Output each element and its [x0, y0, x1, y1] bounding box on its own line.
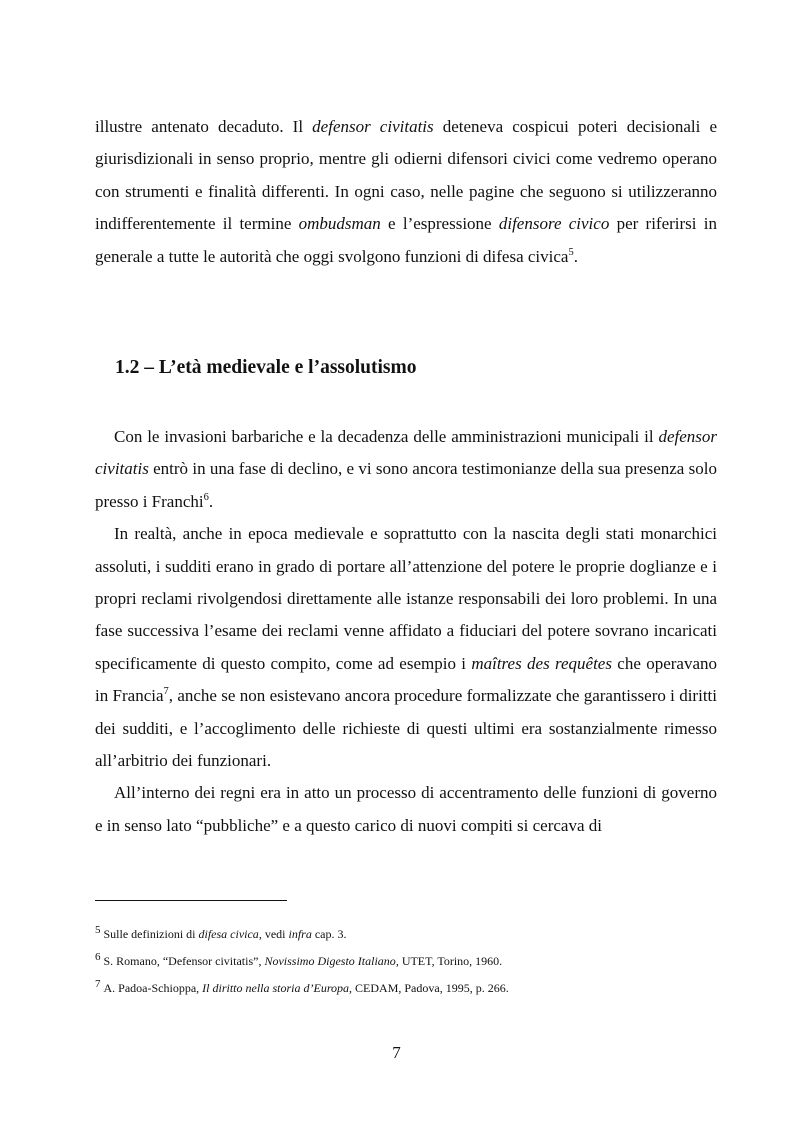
- text-run: Con le invasioni barbariche e la decadenza delle amministrazioni municipali il: [114, 427, 659, 446]
- footnote-number: 6: [95, 951, 101, 963]
- text-run: che operavano in Francia: [95, 653, 718, 706]
- italic-text: defensor civitatis: [312, 117, 434, 136]
- text-run: A. Padoa-Schioppa,: [103, 981, 203, 995]
- footnote-ref: 5: [568, 246, 574, 258]
- text-run: , UTET, Torino, 1960.: [395, 954, 503, 968]
- paragraph: [95, 777, 717, 842]
- italic-text: defensor civitatis: [95, 427, 717, 479]
- italic-text: difesa civica: [198, 927, 259, 941]
- text-run: In realtà, anche in epoca medievale e soprattutto con la nascita degli stati monarchici assoluti, i sudditi erano in grado di portare all’attenzione del potere le proprie doglianze e i propri reclami rivolgendosi direttamente alle istanze responsabili dei loro problemi. In una fase successiva l’esame dei reclami venne affidato a fiduciari del potere sovrano incaricati specificamente di questo compito, come ad esempio i: [95, 524, 717, 673]
- italic-text: maîtres des requêtes: [471, 653, 612, 673]
- page-number: 7: [392, 1043, 401, 1062]
- section-heading: 1.2 – L’età medievale e l’assolutismo: [115, 357, 417, 378]
- text-run: , anche se non esistevano ancora procedure formalizzate che garantissero i diritti dei sudditi, e l’accoglimento delle richieste di questi ultimi era sostanzialmente rimesso all’arbitrio dei funzionari.: [95, 686, 717, 771]
- text-run: CEDAM, Padova, 1995, p. 266.: [352, 981, 509, 995]
- text-run: Sulle definizioni di: [103, 927, 199, 941]
- text-run: e l’espressione: [380, 214, 499, 234]
- italic-text: Novissimo Digesto Italiano: [264, 954, 396, 968]
- text-run: entrò in una fase di declino, e vi sono ancora testimonianze della sua presenza solo presso i Franchi: [95, 459, 717, 511]
- footnote-text: [104, 954, 503, 968]
- footnote: [95, 975, 717, 1002]
- text-run: , vedi: [258, 927, 289, 941]
- section-body: [95, 421, 717, 842]
- text-run: .: [208, 491, 214, 511]
- footnote-number: 5: [95, 924, 101, 936]
- footnote-ref: 7: [163, 686, 169, 698]
- text-run: .: [573, 246, 578, 266]
- paragraph: [95, 421, 717, 518]
- text-run: S. Romano, “Defensor civitatis”,: [103, 954, 265, 968]
- text-run: per riferirsi in generale a tutte le autorità che oggi svolgono funzioni di difesa civica: [95, 214, 717, 266]
- footnote: [95, 948, 717, 975]
- italic-text: difensore civico: [498, 214, 610, 234]
- text-run: All’interno dei regni era in atto un processo di accentramento delle funzioni di governo e in senso lato “pubbliche” e a questo carico di nuovi compiti si cercava di: [95, 783, 717, 835]
- text-run: cap. 3.: [311, 927, 347, 941]
- section-intro: [95, 111, 717, 273]
- italic-text: Il diritto nella storia d’Europa,: [202, 981, 353, 995]
- footnote: [95, 921, 717, 948]
- text-run: deteneva cospicui poteri decisionali e giurisdizionali in senso proprio, mentre gli odierni difensori civici come vedremo operano con strumenti e finalità differenti. In ogni caso, nelle pagine che seguono si utilizzeranno indifferentemente il termine: [95, 117, 718, 234]
- footnote-ref: 6: [203, 491, 209, 503]
- italic-text: ombudsman: [298, 214, 381, 234]
- footnotes: [95, 921, 717, 1002]
- footnote-text: [104, 927, 347, 941]
- paragraph: [95, 518, 717, 777]
- text-run: illustre antenato decaduto. Il: [95, 117, 313, 136]
- paragraph: [95, 111, 717, 273]
- footnote-number: 7: [95, 978, 101, 990]
- footnote-text: [104, 981, 509, 995]
- footnote-separator: [95, 900, 287, 901]
- italic-text: infra: [288, 927, 312, 941]
